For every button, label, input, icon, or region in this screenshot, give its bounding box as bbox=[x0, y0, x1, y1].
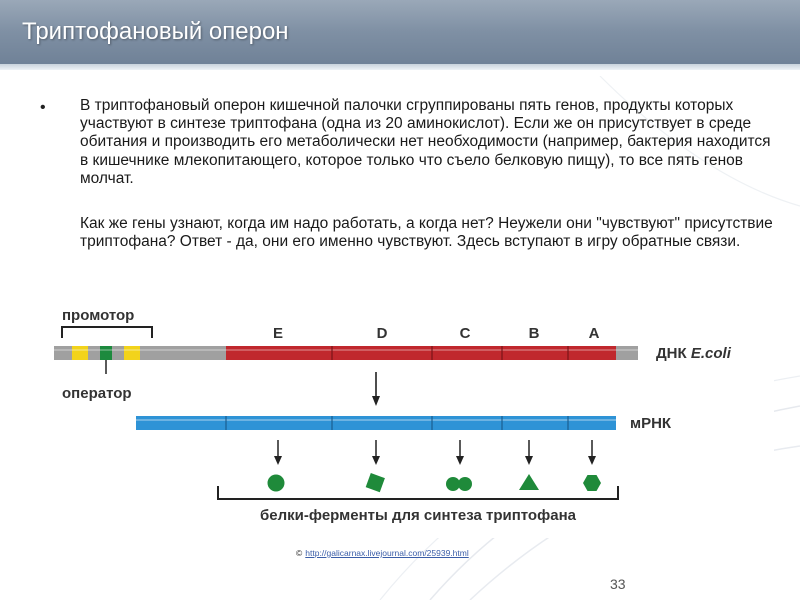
dna-label-prefix: ДНК bbox=[656, 345, 687, 362]
gene-label-b: B bbox=[528, 325, 540, 342]
proteins-label: белки-ферменты для синтеза триптофана bbox=[260, 507, 576, 524]
protein-e-circle bbox=[268, 475, 285, 492]
operon-diagram bbox=[48, 294, 774, 538]
dna-genes-segment bbox=[226, 346, 616, 360]
operator-bracket bbox=[62, 374, 152, 380]
operator-label: оператор bbox=[62, 385, 132, 402]
promoter-bracket bbox=[62, 327, 152, 338]
gene-label-e: E bbox=[272, 325, 284, 342]
protein-a-hexagon bbox=[583, 475, 601, 491]
paragraph-2: Как же гены узнают, когда им надо работать, а когда нет? Неужели они "чувствуют" присутствие триптофана? Ответ - да, они его именно чувствуют. Здесь вступают в игру обратные связи. bbox=[80, 215, 778, 251]
gene-label-c: C bbox=[459, 325, 471, 342]
protein-b-triangle bbox=[519, 474, 539, 490]
slide-number: 33 bbox=[610, 576, 626, 592]
promoter-region-1 bbox=[72, 346, 88, 360]
protein-c-double-circle bbox=[446, 477, 472, 491]
title-underline bbox=[0, 64, 800, 70]
paragraph-1: В триптофановый оперон кишечной палочки сгруппированы пять генов, продукты которых участвуют в синтезе триптофана (одна из 20 аминокислот). Если же он присутствует в среде обитания и производить его метаболически нет необходимости (например, бактерия находится в кишечнике млекопитающего, которое только что съело белковую пищу), то все пять генов молчат. bbox=[80, 97, 775, 187]
dna-tail-segment bbox=[616, 346, 638, 360]
bullet-marker: • bbox=[40, 99, 46, 116]
operator-region bbox=[100, 346, 112, 360]
dna-label-organism: E.coli bbox=[690, 345, 731, 362]
promoter-region-2 bbox=[124, 346, 140, 360]
copyright-symbol: © bbox=[296, 548, 303, 558]
dna-label bbox=[656, 345, 732, 362]
gene-label-d: D bbox=[376, 325, 388, 342]
slide-title: Триптофановый оперон bbox=[22, 18, 289, 45]
protein-d-square bbox=[366, 473, 385, 492]
image-credit bbox=[296, 548, 469, 558]
gene-label-a: A bbox=[588, 325, 600, 342]
promoter-label: промотор bbox=[62, 307, 135, 324]
translation-arrows bbox=[274, 440, 596, 465]
credit-link[interactable]: http://galicarnax.livejournal.com/25939.html bbox=[305, 548, 469, 558]
mrna-leader bbox=[136, 416, 226, 430]
mrna-label: мРНК bbox=[630, 415, 672, 432]
mrna-bar bbox=[226, 416, 616, 430]
title-bar bbox=[0, 0, 800, 70]
